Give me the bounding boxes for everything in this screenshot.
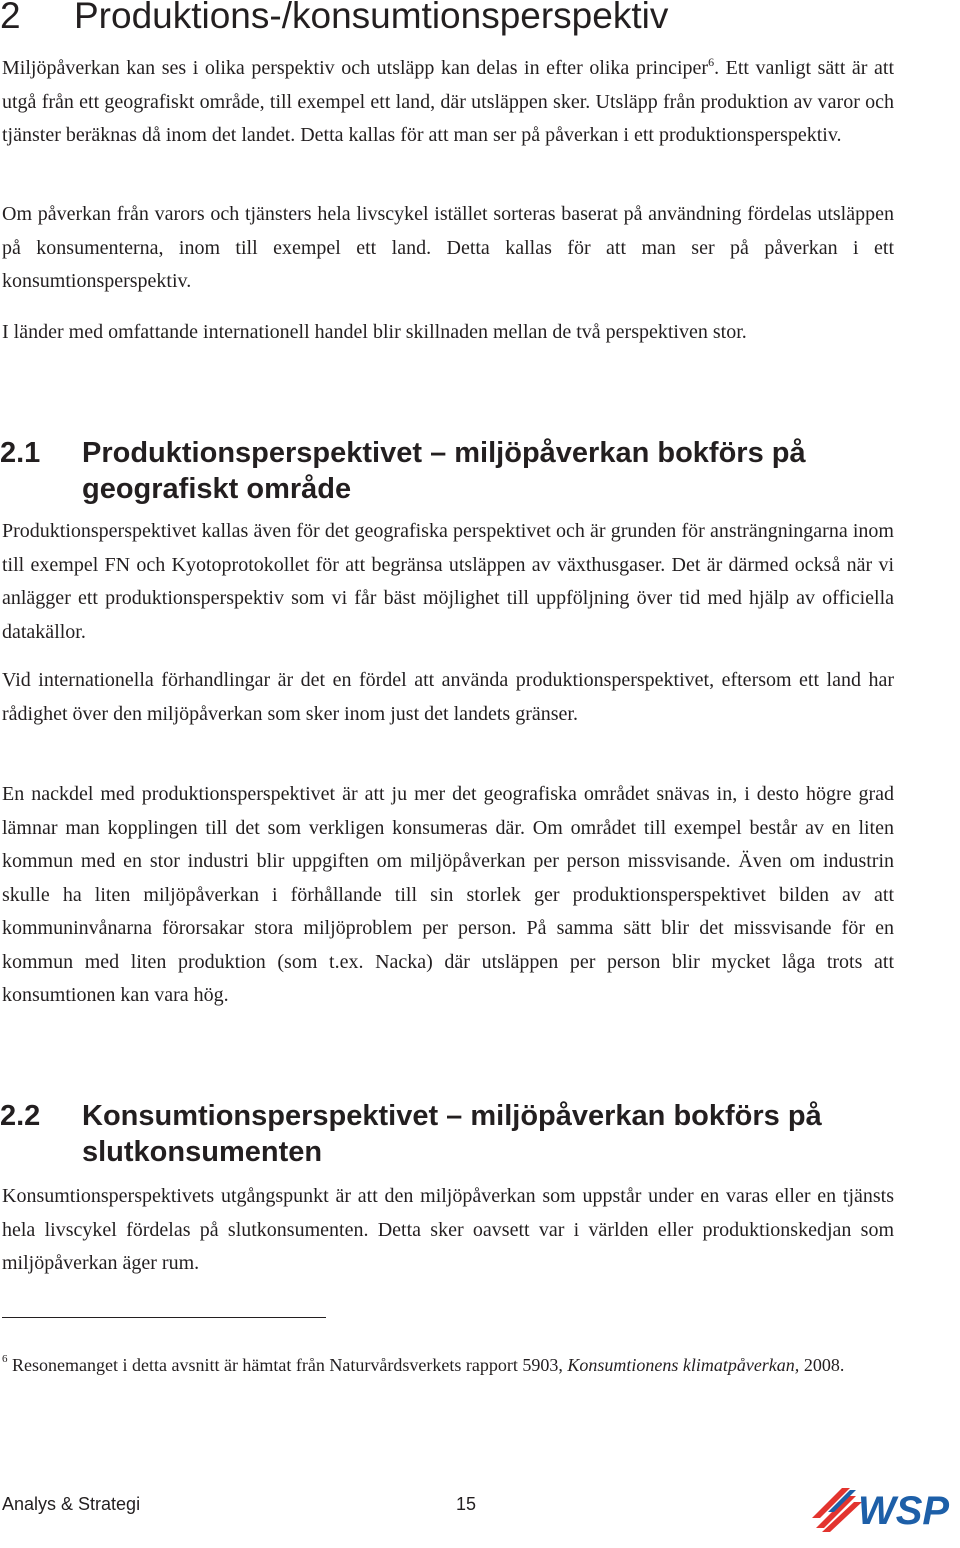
footnote-year: 2008.: [799, 1355, 845, 1375]
logo-wordmark: WSP: [858, 1489, 950, 1532]
intro-tail: .: [714, 57, 720, 79]
footnote-divider: [2, 1317, 326, 1318]
footer-department: Analys & Strategi: [2, 1494, 141, 1514]
footnote-reference[interactable]: 6: [708, 55, 715, 69]
subsection-paragraph: Konsumtionsperspektivets utgångspunkt är att den miljöpåverkan som uppstår under en varas eller en tjänsts hela livscykel fördelas på slutkonsumenten. Detta sker oavsett var i världen eller produktionskedjan som miljöpåverkan äger rum.: [2, 1185, 894, 1274]
footnote-title: Konsumtionens klimatpåverkan,: [567, 1355, 800, 1375]
subsection-number: 2.1: [0, 437, 41, 469]
subsection-title: Konsumtionsperspektivet – miljöpåverkan bokförs på slutkonsumenten: [82, 1100, 822, 1168]
section-paragraph: Ett vanligt sätt är att utgå från ett geografiskt område, till exempel ett land, där utsläppen sker. Utsläpp från produktion av varor och tjänster beräknas då inom det landet. Detta kallas för att man ser på påverkan i ett produktionsperspektiv.: [2, 57, 895, 146]
wsp-logo: [810, 1478, 960, 1532]
section-title: Produktions-/konsumtionsperspektiv: [74, 0, 669, 36]
section-number: 2: [0, 0, 21, 36]
subsection-paragraph: Produktionsperspektivet kallas även för det geografiska perspektivet och är grunden för ansträngningarna inom till exempel FN och Kyotoprotokollet för att begränsa utsläppen av växthusgaser. Det är därmed också när vi anlägger ett produktionsperspektiv som vi får bäst möjlighet till uppföljning över tid med hjälp av officiella datakällor.: [2, 520, 894, 643]
intro-paragraph: [2, 52, 894, 153]
footnote: [2, 1348, 894, 1382]
subsection-paragraph: Vid internationella förhandlingar är det en fördel att använda produktionsperspektivet, eftersom ett land har rådighet över den miljöpåverkan som sker inom just det landets gränser.: [2, 669, 894, 725]
section-heading: [0, 0, 668, 38]
intro-text: Miljöpåverkan kan ses i olika perspektiv och utsläpp kan delas in efter olika principer: [2, 57, 709, 79]
section-paragraph: Om påverkan från varors och tjänsters hela livscykel istället sorteras baserat på användning fördelas utsläppen på konsumenterna, inom till exempel ett land. Detta kallas för att man ser på påverkan i ett konsumtionsperspektiv.: [2, 203, 894, 292]
logo-mark: [812, 1488, 862, 1532]
footnote-text: Resonemanget i detta avsnitt är hämtat från Naturvårdsverkets rapport 5903,: [12, 1355, 568, 1375]
footnote-marker: 6: [2, 1353, 8, 1365]
page-number: 15: [456, 1494, 477, 1514]
subsection-title: Produktionsperspektivet – miljöpåverkan bokförs på geografiskt område: [82, 437, 806, 505]
section-paragraph: I länder med omfattande internationell handel blir skillnaden mellan de två perspektiven stor.: [2, 321, 747, 343]
subsection-number: 2.2: [0, 1100, 41, 1132]
subsection-paragraph: En nackdel med produktionsperspektivet är att ju mer det geografiska området snävas in, i desto högre grad lämnar man kopplingen till det som verkligen konsumeras där. Om området till exempel består av en liten kommun med en stor industri blir uppgiften om miljöpåverkan per person missvisande. Även om industrin skulle ha liten miljöpåverkan i förhållande till sin storlek ger produktionsperspektivet bilden av att kommuninvånarna förorsakar stora miljöproblem per person. På samma sätt blir det missvisande för en kommun med liten produktion (som t.ex. Nacka) där utsläppen per person blir mycket låga trots att konsumtionen kan vara hög.: [2, 783, 894, 1006]
